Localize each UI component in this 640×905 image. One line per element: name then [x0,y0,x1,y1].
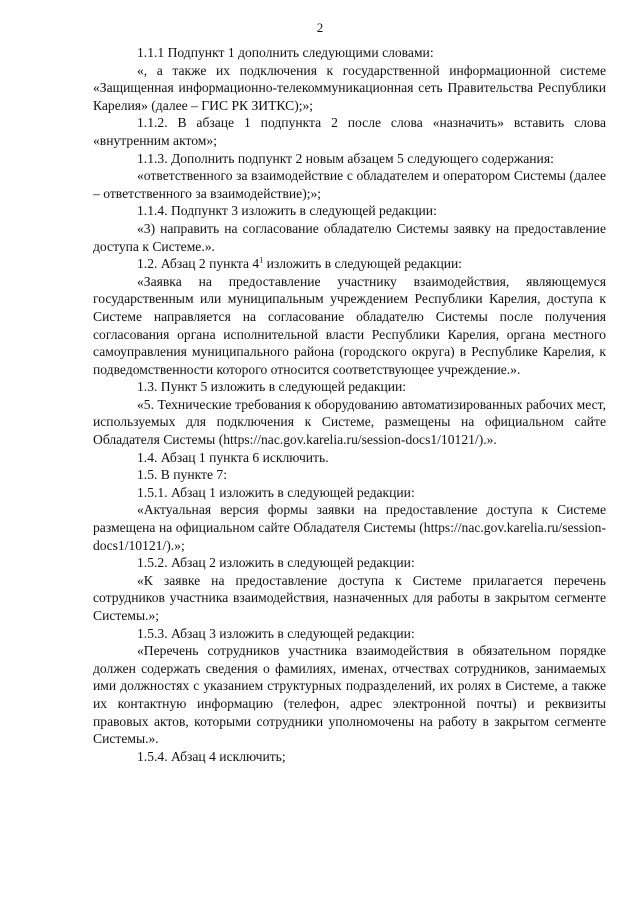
superscript: 1 [259,255,264,265]
paragraph: «Перечень сотрудников участника взаимодействия в обязательном порядке должен содержать сведения о фамилиях, именах, отчествах сотрудников, занимаемых ими должностях с указанием структурных подразделений, их ролях в Системе, а также их контактную информацию (телефон, адрес электронной почты) и реквизиты правовых актов, которыми сотрудники уполномочены на работу в закрытом сегменте Системы.». [93,643,606,747]
paragraph: «5. Технические требования к оборудованию автоматизированных рабочих мест, используемых для подключения к Системе, размещены на официальном сайте Обладателя Системы (https://nac.gov.karelia.ru/session-docs1/10121/).». [93,396,606,448]
paragraph [93,255,606,273]
paragraph-text: изложить в следующей редакции: [263,256,463,272]
paragraph: 1.1.3. Дополнить подпункт 2 новым абзацем 5 следующего содержания: [137,150,554,166]
paragraph: «Актуальная версия формы заявки на предоставление доступа к Системе размещена на официальном сайте Обладателя Системы (https://nac.gov.karelia.ru/session-docs1/10121/).»; [93,502,606,553]
paragraph: «3) направить на согласование обладателю Системы заявку на предоставление доступа к Системе.». [93,220,606,254]
paragraph: 1.5.4. Абзац 4 исключить; [137,748,286,764]
paragraph: «Заявка на предоставление участнику взаимодействия, являющемуся государственным или муниципальным учреждением Республики Карелия, доступа к Системе направляется на согласование обладателю Системы после получения согласования органа исполнительной власти Республики Карелия, органа местного самоуправления муниципального района (городского округа) в Республике Карелия, к подведомственности которого относится соответствующее учреждение.». [93,273,606,377]
paragraph: 1.1.1 Подпункт 1 дополнить следующими словами: [137,45,434,60]
paragraph-text: 1.2. Абзац 2 пункта 4 [137,256,260,272]
paragraph: «ответственного за взаимодействие с обладателем и оператором Системы (далее – ответственного за взаимодействие);»; [93,168,606,201]
paragraph: 1.5.3. Абзац 3 изложить в следующей редакции: [137,625,415,641]
paragraph: 1.5.2. Абзац 2 изложить в следующей редакции: [137,555,415,571]
paragraph: 1.4. Абзац 1 пункта 6 исключить. [137,449,329,465]
paragraph: 1.1.2. В абзаце 1 подпункта 2 после слова «назначить» вставить слова «внутренним актом»; [93,115,606,148]
paragraph: 1.5. В пункте 7: [137,467,227,483]
page-number: 2 [316,20,324,35]
paragraph: «, а также их подключения к государственной информационной системе «Защищенная информационно-телекоммуникационная сеть Правительства Республики Карелия» (далее – ГИС РК ЗИТКС);»; [93,62,606,113]
paragraph: 1.3. Пункт 5 изложить в следующей редакции: [137,379,407,395]
paragraph: «К заявке на предоставление доступа к Системе прилагается перечень сотрудников участника взаимодействия, назначенных для работы в закрытом сегменте Системы.»; [93,572,606,623]
paragraph: 1.1.4. Подпункт 3 изложить в следующей редакции: [137,203,437,219]
document-body [93,44,606,765]
paragraph: 1.5.1. Абзац 1 изложить в следующей редакции: [137,484,415,500]
